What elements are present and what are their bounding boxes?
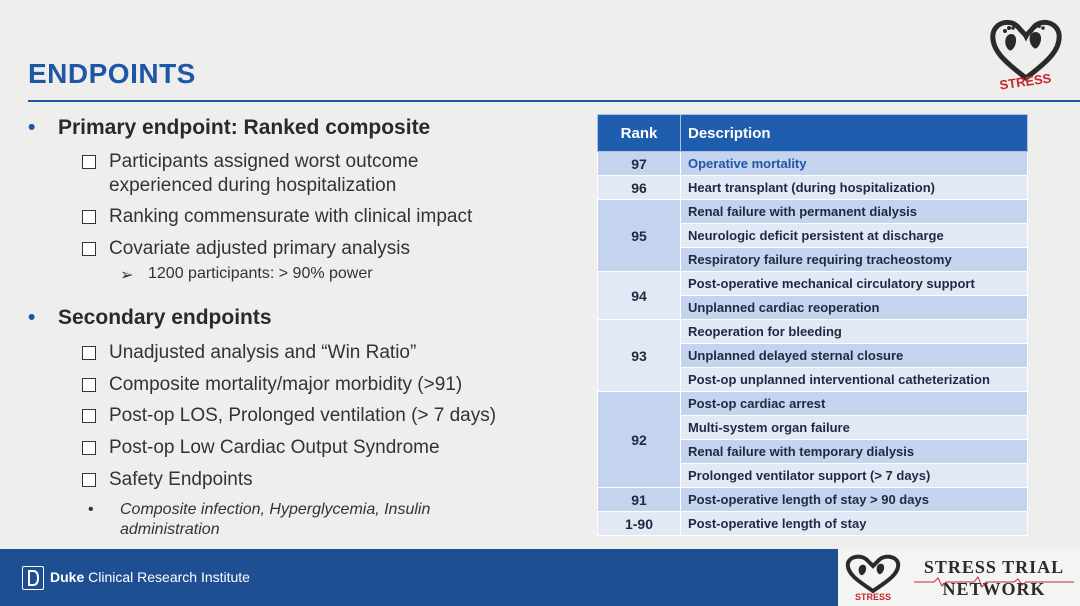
checkbox-square-icon: [82, 346, 96, 360]
checkbox-square-icon: [82, 155, 96, 169]
description-cell: Post-operative length of stay > 90 days: [681, 488, 1028, 512]
description-cell: Neurologic deficit persistent at discharge: [681, 224, 1028, 248]
description-cell: Renal failure with permanent dialysis: [681, 200, 1028, 224]
rank-cell: 1-90: [598, 512, 681, 536]
title-rule: [28, 100, 1080, 102]
checkbox-square-icon: [82, 242, 96, 256]
bullet: •: [88, 501, 94, 518]
table-row: [598, 392, 1028, 416]
ranking-table: [597, 114, 1028, 536]
rank-cell: 94: [598, 272, 681, 320]
description-header: Description: [681, 115, 1028, 152]
logo-stress-text: STRESS: [998, 70, 1053, 93]
table-row: [598, 272, 1028, 296]
description-cell: Post-op unplanned interventional catheterization: [681, 368, 1028, 392]
stress-heart-logo-icon: [985, 14, 1067, 94]
bullet: •: [28, 306, 36, 329]
table-row: [598, 512, 1028, 536]
description-cell: Post-op cardiac arrest: [681, 392, 1028, 416]
table-header-row: [598, 115, 1028, 152]
description-cell: Post-operative length of stay: [681, 512, 1028, 536]
rank-cell: 96: [598, 176, 681, 200]
stress-network-logo-icon: [840, 553, 906, 603]
rank-cell: 95: [598, 200, 681, 272]
network-logo-stress-text: STRESS: [854, 592, 892, 602]
checkbox-square-icon: [82, 409, 96, 423]
table-row: [598, 176, 1028, 200]
slide-title: ENDPOINTS: [28, 58, 196, 89]
rank-cell: 92: [598, 392, 681, 488]
checkbox-square-icon: [82, 210, 96, 224]
table-row: [598, 152, 1028, 176]
description-cell: Renal failure with temporary dialysis: [681, 440, 1028, 464]
description-cell: Unplanned cardiac reoperation: [681, 296, 1028, 320]
rank-cell: 91: [598, 488, 681, 512]
duke-cri-label: Duke Clinical Research Institute: [50, 569, 250, 585]
description-cell: Operative mortality: [681, 152, 1028, 176]
duke-shield-icon: [22, 566, 44, 590]
description-cell: Unplanned delayed sternal closure: [681, 344, 1028, 368]
description-cell: Heart transplant (during hospitalization): [681, 176, 1028, 200]
checkbox-square-icon: [82, 378, 96, 392]
stress-trial-network-label: STRESS TRIAL NETWORK: [923, 557, 1065, 599]
table-row: [598, 488, 1028, 512]
heartbeat-line-icon: [914, 576, 1074, 588]
table-row: [598, 320, 1028, 344]
description-cell: Reoperation for bleeding: [681, 320, 1028, 344]
description-cell: Respiratory failure requiring tracheostomy: [681, 248, 1028, 272]
rank-header: Rank: [598, 115, 681, 152]
checkbox-square-icon: [82, 473, 96, 487]
description-cell: Multi-system organ failure: [681, 416, 1028, 440]
rank-cell: 97: [598, 152, 681, 176]
checkbox-square-icon: [82, 441, 96, 455]
arrow-bullet-icon: ➢: [120, 267, 134, 284]
bullet: •: [28, 116, 36, 139]
rank-cell: 93: [598, 320, 681, 392]
table-row: [598, 200, 1028, 224]
description-cell: Prolonged ventilator support (> 7 days): [681, 464, 1028, 488]
description-cell: Post-operative mechanical circulatory support: [681, 272, 1028, 296]
